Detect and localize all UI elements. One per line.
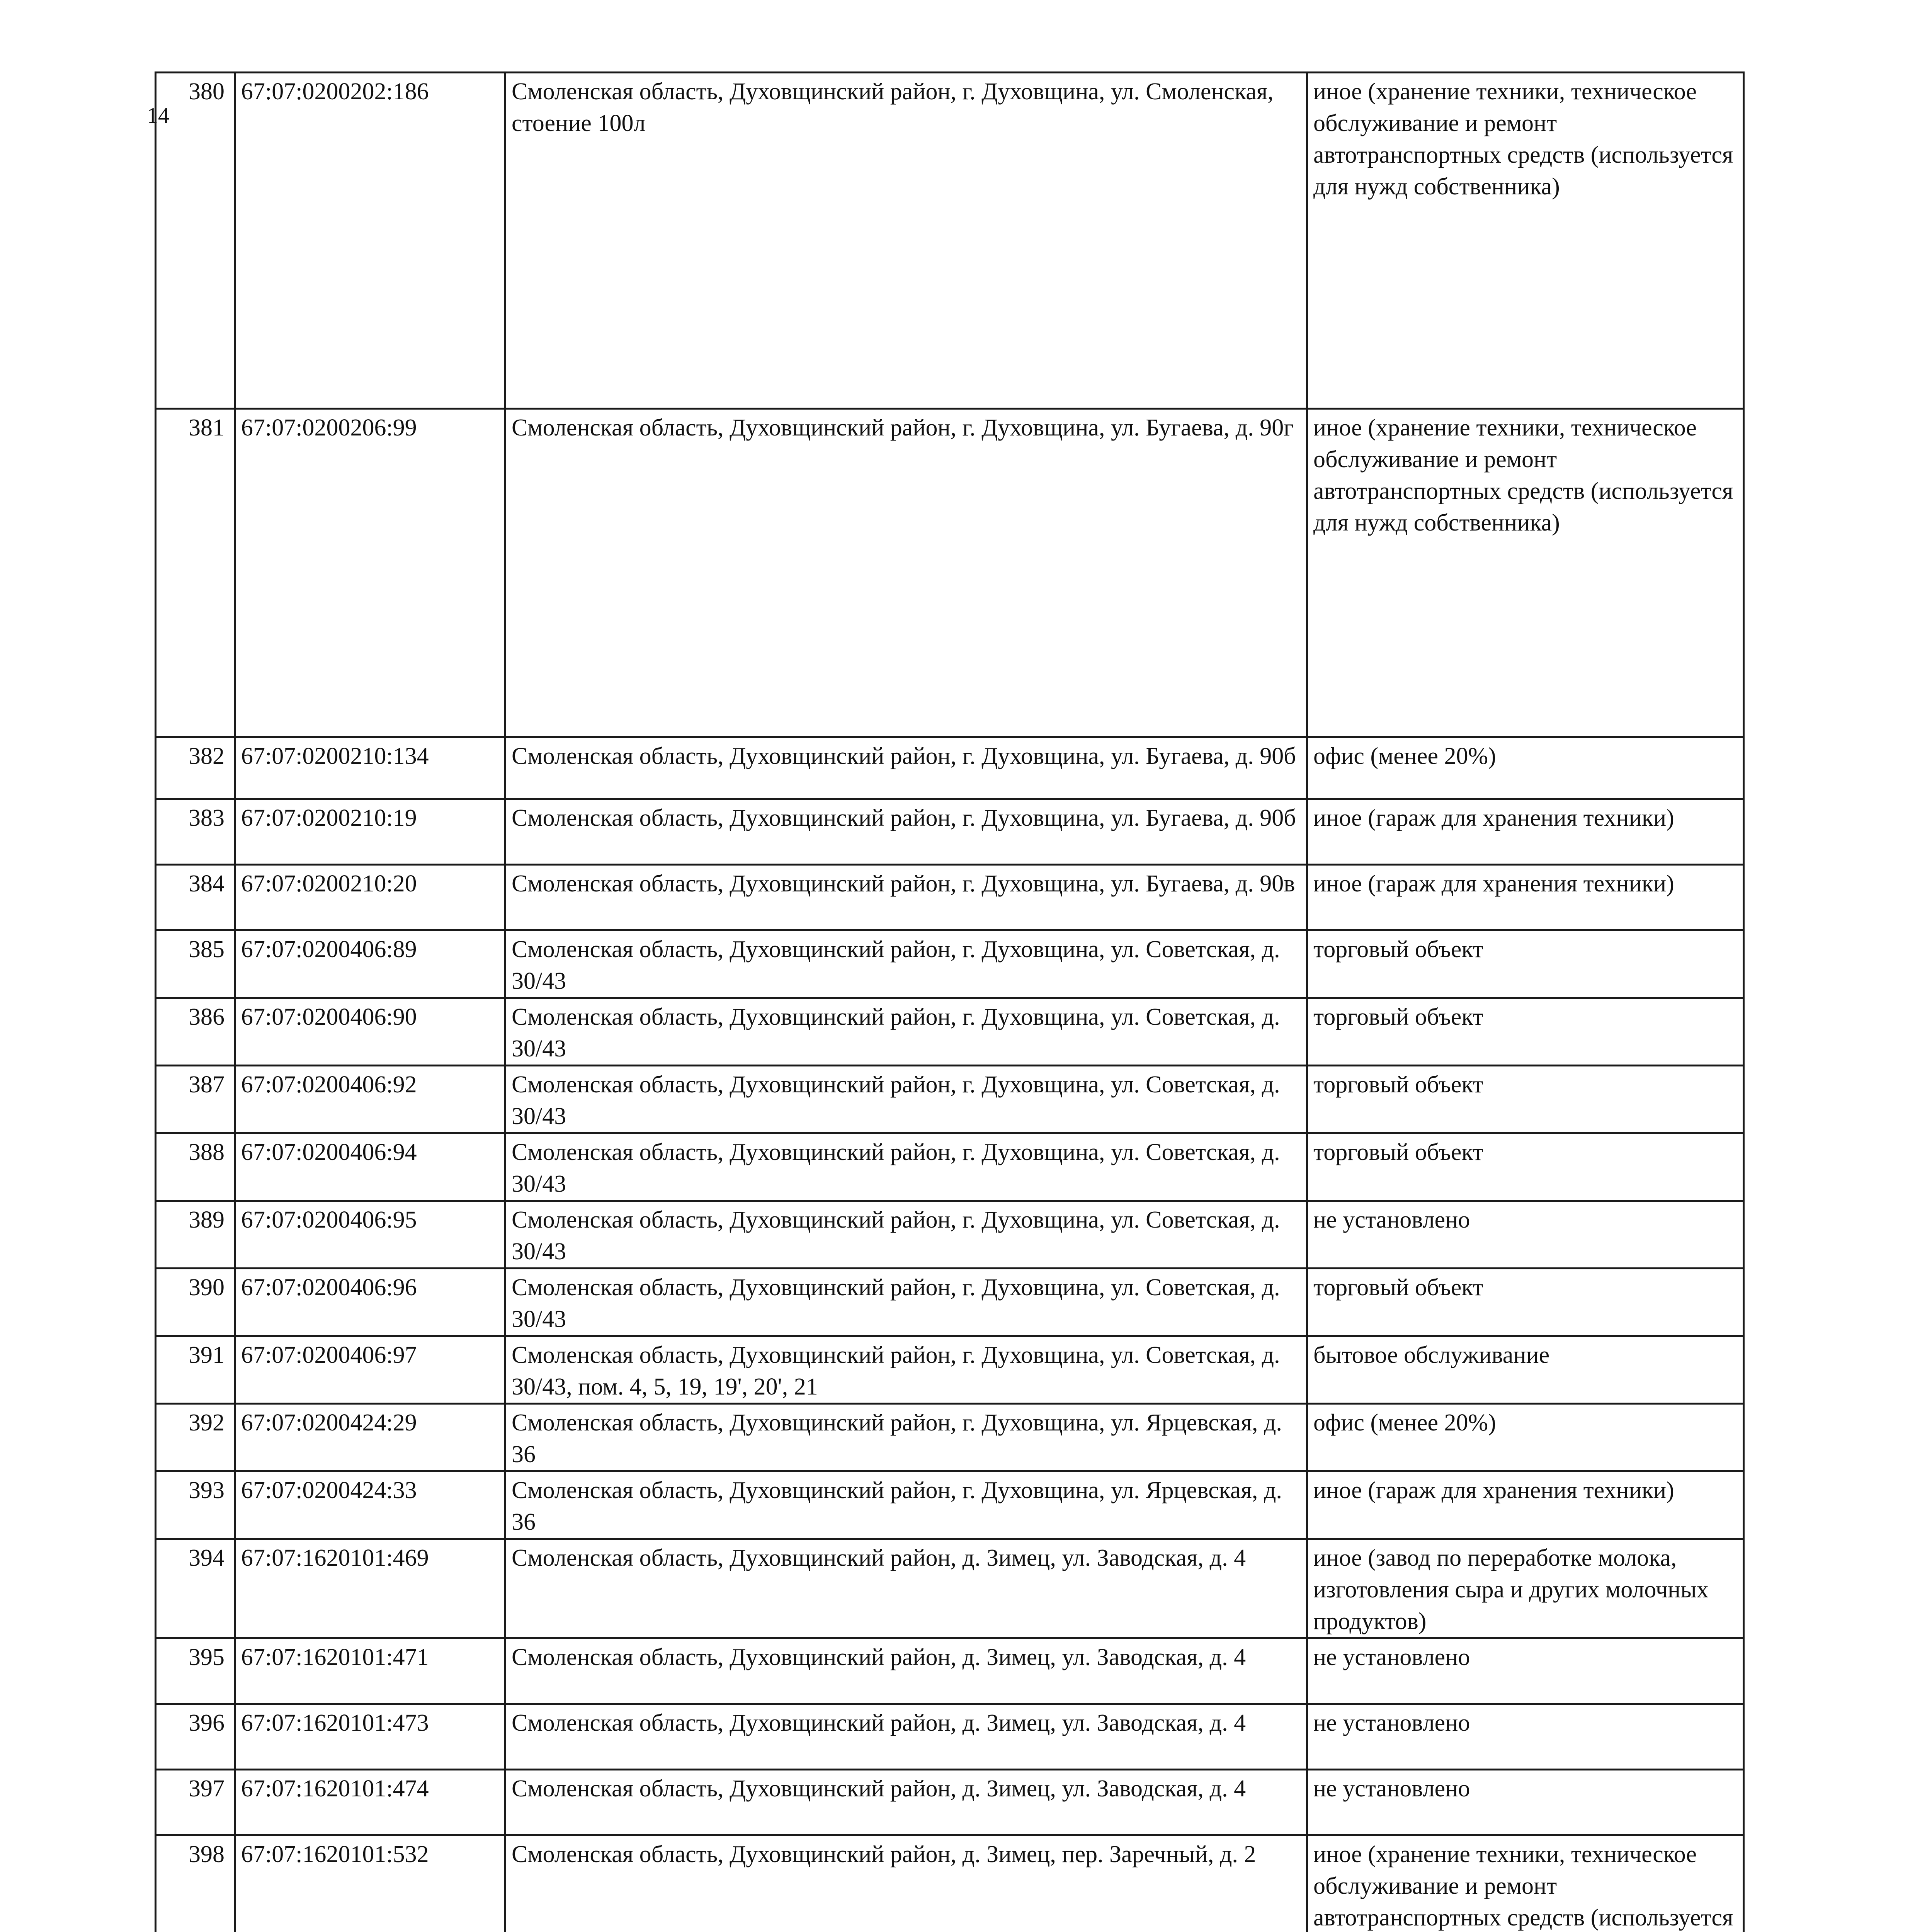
table-row — [156, 930, 1744, 998]
cadastral-number-cell: 67:07:1620101:532 — [235, 1835, 505, 1932]
address-cell: Смоленская область, Духовщинский район, г. Духовщина, ул. Бугаева, д. 90в — [505, 865, 1307, 930]
table-row — [156, 1133, 1744, 1201]
row-number-cell: 383 — [156, 799, 235, 865]
address-cell: Смоленская область, Духовщинский район, г. Духовщина, ул. Бугаева, д. 90б — [505, 737, 1307, 799]
usage-type-cell: офис (менее 20%) — [1307, 1404, 1744, 1471]
usage-type-cell: иное (хранение техники, техническое обслуживание и ремонт автотранспортных средств (используется для нужд собственника) — [1307, 409, 1744, 737]
address-cell: Смоленская область, Духовщинский район, г. Духовщина, ул. Советская, д. 30/43 — [505, 1269, 1307, 1336]
row-number-cell: 391 — [156, 1336, 235, 1404]
address-cell: Смоленская область, Духовщинский район, г. Духовщина, ул. Советская, д. 30/43 — [505, 998, 1307, 1066]
cadastral-number-cell: 67:07:1620101:474 — [235, 1770, 505, 1835]
row-number-cell: 392 — [156, 1404, 235, 1471]
table-row — [156, 1835, 1744, 1932]
usage-type-cell: иное (гараж для хранения техники) — [1307, 1471, 1744, 1539]
table-row — [156, 1269, 1744, 1336]
row-number-cell: 381 — [156, 409, 235, 737]
cadastral-number-cell: 67:07:1620101:469 — [235, 1539, 505, 1638]
table-row — [156, 865, 1744, 930]
table-row — [156, 998, 1744, 1066]
table-row — [156, 1066, 1744, 1133]
cadastral-number-cell: 67:07:0200406:94 — [235, 1133, 505, 1201]
address-cell: Смоленская область, Духовщинский район, г. Духовщина, ул. Бугаева, д. 90г — [505, 409, 1307, 737]
address-cell: Смоленская область, Духовщинский район, д. Зимец, ул. Заводская, д. 4 — [505, 1770, 1307, 1835]
usage-type-cell: торговый объект — [1307, 1133, 1744, 1201]
cadastral-number-cell: 67:07:0200202:186 — [235, 73, 505, 409]
usage-type-cell: не установлено — [1307, 1704, 1744, 1770]
address-cell: Смоленская область, Духовщинский район, г. Духовщина, ул. Советская, д. 30/43, пом. 4, 5, 19, 19', 20', 21 — [505, 1336, 1307, 1404]
table-row — [156, 73, 1744, 409]
table-body — [156, 73, 1744, 1932]
page-number: 14 — [147, 103, 169, 128]
address-cell: Смоленская область, Духовщинский район, г. Духовщина, ул. Советская, д. 30/43 — [505, 930, 1307, 998]
cadastral-number-cell: 67:07:0200424:29 — [235, 1404, 505, 1471]
address-cell: Смоленская область, Духовщинский район, д. Зимец, ул. Заводская, д. 4 — [505, 1638, 1307, 1704]
address-cell: Смоленская область, Духовщинский район, д. Зимец, ул. Заводская, д. 4 — [505, 1704, 1307, 1770]
cadastral-number-cell: 67:07:0200406:90 — [235, 998, 505, 1066]
address-cell: Смоленская область, Духовщинский район, г. Духовщина, ул. Бугаева, д. 90б — [505, 799, 1307, 865]
row-number-cell: 398 — [156, 1835, 235, 1932]
usage-type-cell: иное (гараж для хранения техники) — [1307, 799, 1744, 865]
address-cell: Смоленская область, Духовщинский район, г. Духовщина, ул. Советская, д. 30/43 — [505, 1066, 1307, 1133]
row-number-cell: 385 — [156, 930, 235, 998]
cadastral-number-cell: 67:07:0200406:92 — [235, 1066, 505, 1133]
row-number-cell: 388 — [156, 1133, 235, 1201]
row-number-cell: 396 — [156, 1704, 235, 1770]
cadastral-number-cell: 67:07:0200406:96 — [235, 1269, 505, 1336]
table-row — [156, 1471, 1744, 1539]
table-row — [156, 1539, 1744, 1638]
cadastral-number-cell: 67:07:0200210:20 — [235, 865, 505, 930]
usage-type-cell: офис (менее 20%) — [1307, 737, 1744, 799]
address-cell: Смоленская область, Духовщинский район, д. Зимец, ул. Заводская, д. 4 — [505, 1539, 1307, 1638]
cadastral-number-cell: 67:07:0200210:19 — [235, 799, 505, 865]
row-number-cell: 395 — [156, 1638, 235, 1704]
row-number-cell: 390 — [156, 1269, 235, 1336]
table-row — [156, 1336, 1744, 1404]
table-row — [156, 409, 1744, 737]
usage-type-cell: торговый объект — [1307, 1066, 1744, 1133]
row-number-cell: 394 — [156, 1539, 235, 1638]
cadastral-number-cell: 67:07:0200424:33 — [235, 1471, 505, 1539]
address-cell: Смоленская область, Духовщинский район, д. Зимец, пер. Заречный, д. 2 — [505, 1835, 1307, 1932]
cadastral-number-cell: 67:07:1620101:471 — [235, 1638, 505, 1704]
row-number-cell: 382 — [156, 737, 235, 799]
usage-type-cell: торговый объект — [1307, 930, 1744, 998]
cadastral-number-cell: 67:07:0200406:97 — [235, 1336, 505, 1404]
property-register-table — [155, 71, 1745, 1932]
usage-type-cell: не установлено — [1307, 1638, 1744, 1704]
table-row — [156, 1404, 1744, 1471]
address-cell: Смоленская область, Духовщинский район, г. Духовщина, ул. Советская, д. 30/43 — [505, 1201, 1307, 1269]
row-number-cell: 393 — [156, 1471, 235, 1539]
usage-type-cell: иное (хранение техники, техническое обслуживание и ремонт автотранспортных средств (используется для нужд собственника) — [1307, 73, 1744, 409]
usage-type-cell: торговый объект — [1307, 1269, 1744, 1336]
usage-type-cell: иное (гараж для хранения техники) — [1307, 865, 1744, 930]
row-number-cell: 384 — [156, 865, 235, 930]
usage-type-cell: бытовое обслуживание — [1307, 1336, 1744, 1404]
address-cell: Смоленская область, Духовщинский район, г. Духовщина, ул. Ярцевская, д. 36 — [505, 1471, 1307, 1539]
table-row — [156, 1704, 1744, 1770]
row-number-cell: 397 — [156, 1770, 235, 1835]
cadastral-number-cell: 67:07:0200406:95 — [235, 1201, 505, 1269]
row-number-cell: 380 — [156, 73, 235, 409]
usage-type-cell: иное (завод по переработке молока, изготовления сыра и других молочных продуктов) — [1307, 1539, 1744, 1638]
table-row — [156, 1638, 1744, 1704]
address-cell: Смоленская область, Духовщинский район, г. Духовщина, ул. Советская, д. 30/43 — [505, 1133, 1307, 1201]
usage-type-cell: торговый объект — [1307, 998, 1744, 1066]
row-number-cell: 389 — [156, 1201, 235, 1269]
usage-type-cell: не установлено — [1307, 1770, 1744, 1835]
table-row — [156, 1201, 1744, 1269]
cadastral-number-cell: 67:07:0200406:89 — [235, 930, 505, 998]
cadastral-number-cell: 67:07:0200206:99 — [235, 409, 505, 737]
usage-type-cell: не установлено — [1307, 1201, 1744, 1269]
table-row — [156, 737, 1744, 799]
row-number-cell: 387 — [156, 1066, 235, 1133]
cadastral-number-cell: 67:07:1620101:473 — [235, 1704, 505, 1770]
table-row — [156, 1770, 1744, 1835]
address-cell: Смоленская область, Духовщинский район, г. Духовщина, ул. Ярцевская, д. 36 — [505, 1404, 1307, 1471]
cadastral-number-cell: 67:07:0200210:134 — [235, 737, 505, 799]
usage-type-cell: иное (хранение техники, техническое обслуживание и ремонт автотранспортных средств (используется — [1307, 1835, 1744, 1932]
address-cell: Смоленская область, Духовщинский район, г. Духовщина, ул. Смоленская, стоение 100л — [505, 73, 1307, 409]
row-number-cell: 386 — [156, 998, 235, 1066]
table-row — [156, 799, 1744, 865]
